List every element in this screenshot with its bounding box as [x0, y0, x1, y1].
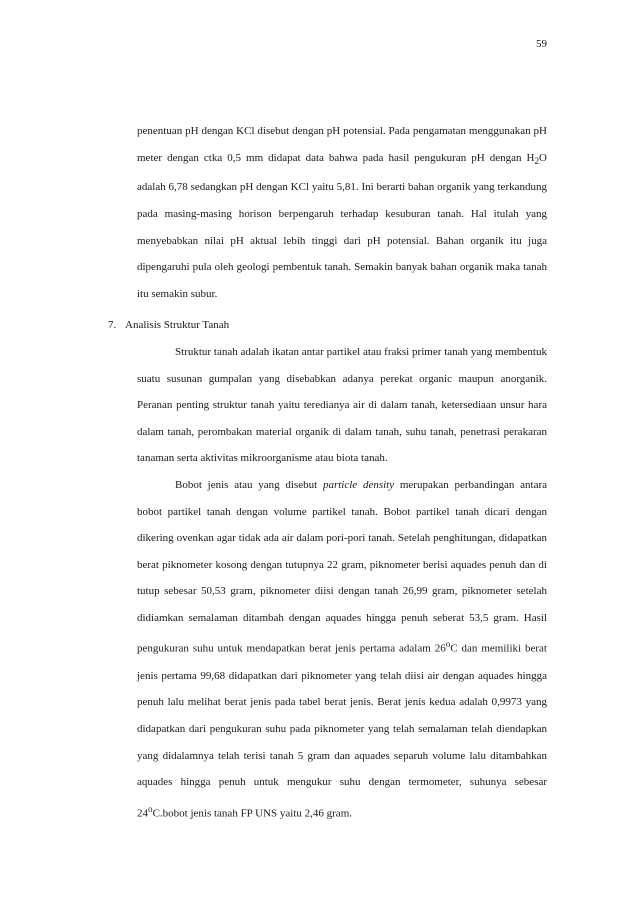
text-segment: C dan memiliki berat jenis pertama 99,68 didapatkan dari piknometer yang telah diisi air dengan aquades hingga penuh lalu melihat berat jenis pada tabel berat jenis. Berat jenis kedua adalah 0,9973 yang didapatkan dari pengukuran suhu pada piknometer yang telah semalaman telah diendapkan yang didalamnya telah terisi tanah 5 gram dan aquades separuh volume lalu ditambahkan aquades hingga penuh untuk mengukur suhu dengan termometer, suhunya sebesar 24 — [137, 643, 547, 820]
section-title: Analisis Struktur Tanah — [125, 319, 230, 332]
section-heading — [108, 312, 547, 339]
text-segment: O adalah 6,78 sedangkan pH dengan KCl yaitu 5,81. Ini berarti bahan organik yang terkandung pada masing-masing horison berpengaruh terhadap kesuburan tanah. Hal itulah yang menyebabkan nilai pH aktual lebih tinggi dari pH potensial. Bahan organik itu juga dipengaruhi pula oleh geologi pembentuk tanah. Semakin banyak bahan organik maka tanah itu semakin subur. — [137, 151, 547, 300]
text-segment: C.bobot jenis tanah FP UNS yaitu 2,46 gram. — [152, 807, 352, 820]
page-number: 59 — [536, 38, 547, 50]
degree-superscript: o — [445, 639, 451, 650]
document-body — [108, 118, 547, 827]
text-segment: merupakan perbandingan antara bobot partikel tanah dengan volume partikel tanah. Bobot partikel tanah dicari dengan dikering ovenkan agar tidak ada air dalam pori-pori tanah. Setelah penghitungan, didapatkan berat piknometer kosong dengan tutupnya 22 gram, piknometer berisi aquades penuh dan di tutup sebesar 50,53 gram, piknometer diisi dengan tanah 26,99 gram, piknometer setelah didiamkan semalaman ditambah dengan aquades hingga penuh seberat 53,5 gram. Hasil pengukuran suhu untuk mendapatkan berat jenis pertama adalam 26 — [137, 478, 547, 656]
text-segment: Bobot jenis atau yang disebut — [175, 478, 323, 491]
section-number: 7. — [108, 319, 117, 332]
paragraph-ph-analysis — [120, 118, 547, 307]
subscript: 2 — [534, 155, 540, 166]
italic-term: particle density — [322, 478, 395, 491]
paragraph-soil-structure: Struktur tanah adalah ikatan antar partikel atau fraksi primer tanah yang membentuk suatu susunan gumpalan yang disebabkan adanya perekat organic maupun anorganik. Peranan penting struktur tanah yaitu teredianya air di dalam tanah, ketersediaan unsur hara dalam tanah, perombakan material organik di dalam tanah, suhu tanah, penetrasi perakaran tanaman serta aktivitas mikroorganisme atau biota tanah. — [137, 345, 547, 465]
degree-superscript: o — [148, 803, 153, 814]
text-segment: penentuan pH dengan KCl disebut dengan pH potensial. Pada pengamatan menggunakan pH meter dengan ctka 0,5 mm didapat data bahwa pada hasil pengukuran pH dengan H — [137, 125, 547, 164]
paragraph-particle-density — [120, 472, 547, 827]
